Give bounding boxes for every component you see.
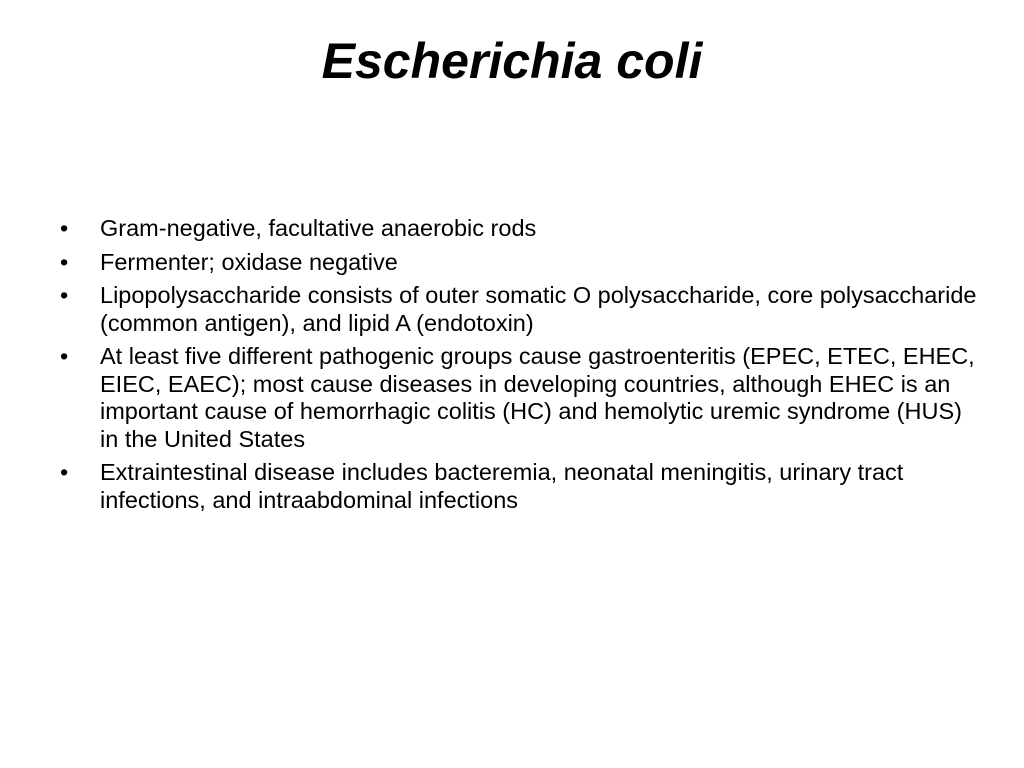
bullet-text: Fermenter; oxidase negative <box>100 248 398 275</box>
bullet-item <box>60 215 980 243</box>
bullet-item <box>60 249 980 277</box>
bullet-item <box>60 459 980 514</box>
bullet-dot-icon: • <box>60 282 69 308</box>
bullet-text: Lipopolysaccharide consists of outer somatic O polysaccharide, core polysaccharide (common antigen), and lipid A (endotoxin) <box>100 282 977 336</box>
bullet-text: Extraintestinal disease includes bacteremia, neonatal meningitis, urinary tract infections, and intraabdominal infections <box>100 459 904 513</box>
bullet-dot-icon: • <box>60 215 69 241</box>
slide-title: Escherichia coli <box>321 33 703 89</box>
bullet-text: At least five different pathogenic groups cause gastroenteritis (EPEC, ETEC, EHEC, EIEC, EAEC); most cause diseases in developing countries, although EHEC is an important cause of hemorrhagic colitis (HC) and hemolytic uremic syndrome (HUS) in the United States <box>100 343 975 452</box>
bullet-text: Gram-negative, facultative anaerobic rods <box>100 215 537 241</box>
bullet-list <box>60 215 980 520</box>
bullet-dot-icon: • <box>60 343 69 369</box>
bullet-dot-icon: • <box>60 459 69 485</box>
bullet-item <box>60 343 980 453</box>
bullet-dot-icon: • <box>60 248 69 275</box>
bullet-item <box>60 282 980 337</box>
